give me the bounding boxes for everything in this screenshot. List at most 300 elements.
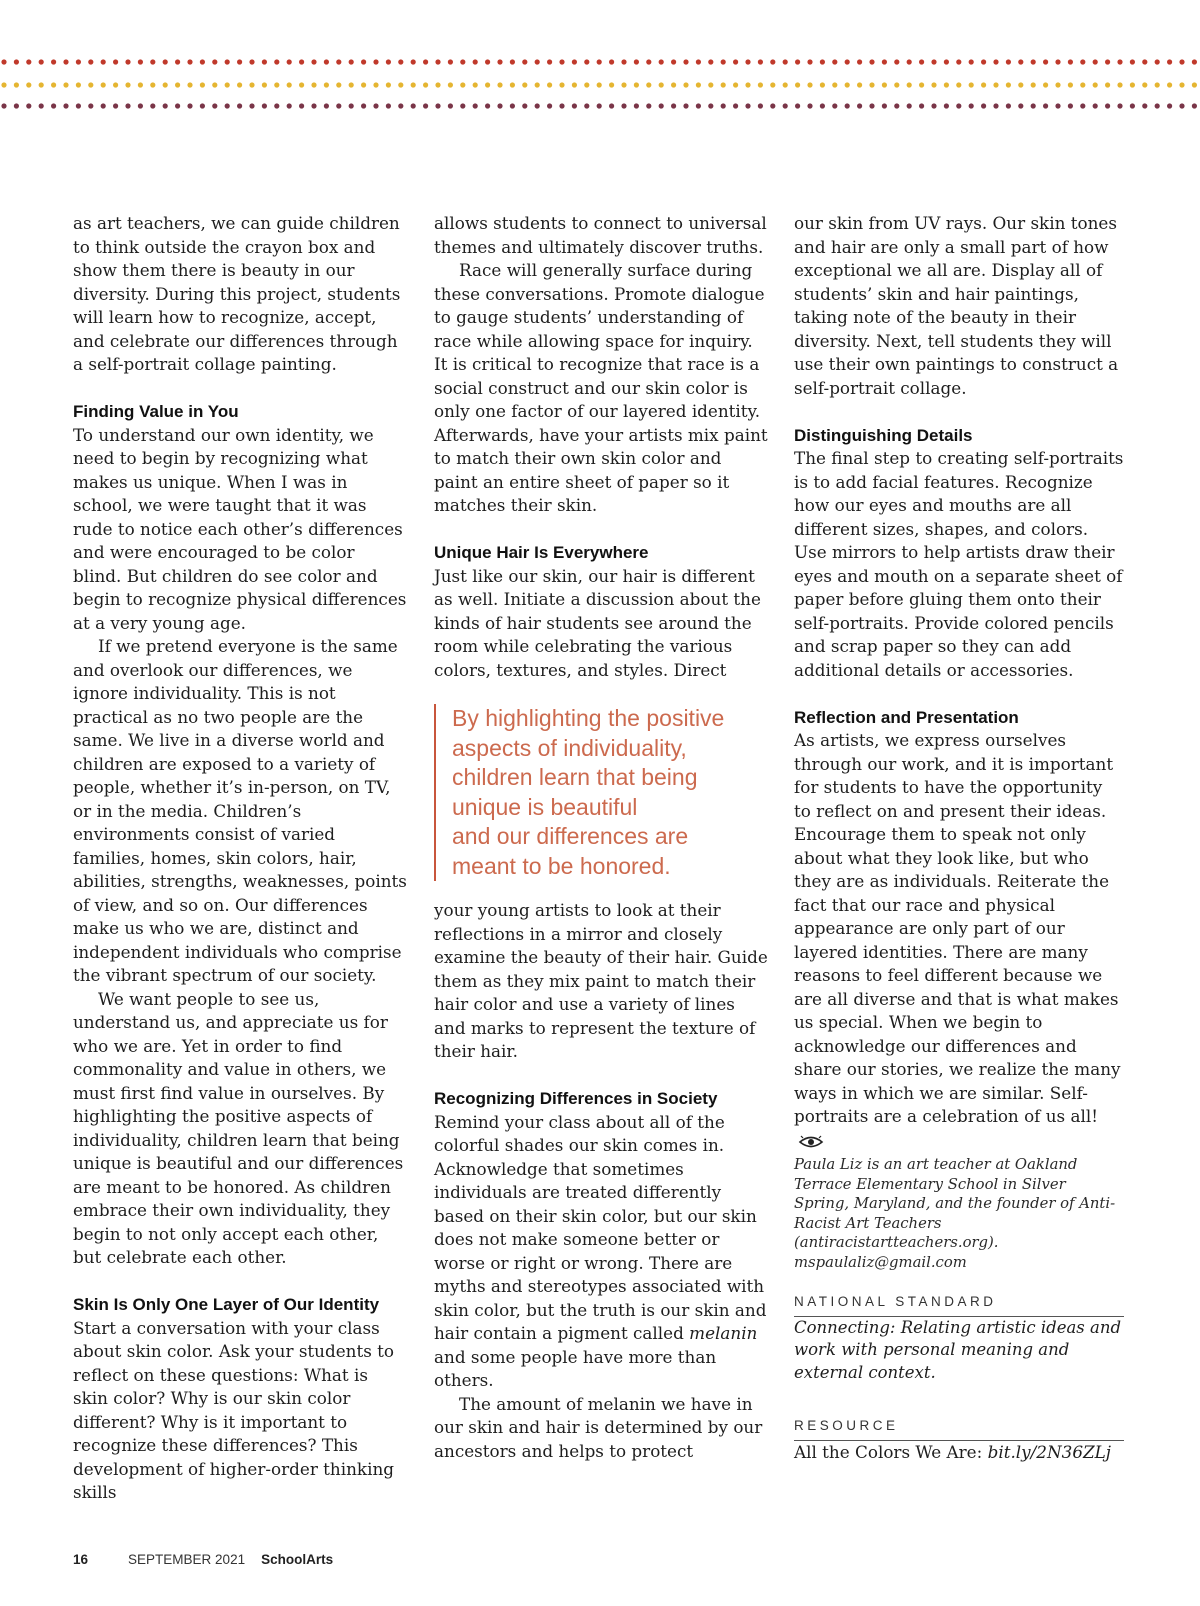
- decorative-dot: [857, 59, 862, 64]
- decorative-dot: [324, 59, 329, 64]
- decorative-dot: [237, 82, 242, 87]
- decorative-dot: [398, 103, 403, 108]
- decorative-dot: [1031, 59, 1036, 64]
- decorative-dot: [349, 103, 354, 108]
- decorative-dot: [1031, 103, 1036, 108]
- decorative-dot: [101, 59, 106, 64]
- decorative-dot: [584, 82, 589, 87]
- decorative-dot: [163, 103, 168, 108]
- decorative-dot: [944, 59, 949, 64]
- decorative-dot: [1055, 59, 1060, 64]
- decorative-dot: [101, 103, 106, 108]
- decorative-dot: [1130, 59, 1135, 64]
- decorative-dot: [435, 103, 440, 108]
- decorative-dot: [919, 59, 924, 64]
- decorative-dot: [547, 59, 552, 64]
- decorative-dot: [807, 103, 812, 108]
- section-heading: Distinguishing Details: [794, 425, 973, 445]
- decorative-dot: [907, 82, 912, 87]
- decorative-dot: [621, 82, 626, 87]
- decorative-dot: [225, 59, 230, 64]
- decorative-dot: [411, 103, 416, 108]
- decorative-dot: [708, 103, 713, 108]
- emphasis-melanin: melanin: [689, 1323, 758, 1343]
- decorative-dot: [981, 82, 986, 87]
- decorative-dot: [733, 59, 738, 64]
- section-heading: Unique Hair Is Everywhere: [434, 543, 649, 562]
- decorative-dot: [1018, 59, 1023, 64]
- decorative-dot: [63, 82, 68, 87]
- decorative-dot: [1043, 59, 1048, 64]
- decorative-dot: [758, 59, 763, 64]
- section-heading: Reflection and Presentation: [794, 707, 1019, 727]
- decorative-dot: [1093, 103, 1098, 108]
- decorative-dot: [907, 59, 912, 64]
- decorative-dot: [175, 59, 180, 64]
- decorative-dot: [39, 59, 44, 64]
- pull-quote-line: unique is beautiful: [452, 793, 638, 820]
- decorative-dot: [981, 59, 986, 64]
- decorative-dot: [14, 59, 19, 64]
- decorative-dot: [919, 103, 924, 108]
- decorative-dot: [807, 82, 812, 87]
- body-paragraph: Start a conversation with your class about skin color. Ask your students to reflect on these questions: What is skin color? Why is our skin color different? Why is it important to recognize these differences? This development of higher-order thinking skills: [73, 1317, 395, 1502]
- decorative-dot: [349, 59, 354, 64]
- decorative-dot: [721, 103, 726, 108]
- decorative-dot: [287, 82, 292, 87]
- decorative-dot: [175, 82, 180, 87]
- national-standard-text: Connecting: Relating artistic ideas and work with personal meaning and external context.: [794, 1317, 1122, 1382]
- body-paragraph: [434, 1111, 769, 1393]
- decorative-dot: [324, 103, 329, 108]
- decorative-dot: [200, 82, 205, 87]
- decorative-dot: [237, 59, 242, 64]
- decorative-dot: [26, 59, 31, 64]
- decorative-dot: [1, 103, 6, 108]
- decorative-dot: [634, 103, 639, 108]
- decorative-dot: [646, 82, 651, 87]
- page-number: 16: [73, 1552, 89, 1567]
- decorative-dot: [634, 82, 639, 87]
- resource-link[interactable]: bit.ly/2N36ZLj: [987, 1441, 1112, 1462]
- decorative-dot: [1043, 103, 1048, 108]
- decorative-dot: [956, 103, 961, 108]
- decorative-dot: [39, 103, 44, 108]
- dotted-border-top: [0, 58, 1200, 66]
- decorative-dot: [820, 103, 825, 108]
- decorative-dot: [845, 59, 850, 64]
- body-paragraph: The amount of melanin we have in our skin and hair is determined by our ancestors and helps to protect: [434, 1393, 763, 1461]
- decorative-dot: [63, 103, 68, 108]
- decorative-dot: [745, 82, 750, 87]
- decorative-dot: [1167, 103, 1172, 108]
- pull-quote-line: meant to be honored.: [452, 852, 671, 879]
- pull-quote: [434, 704, 769, 881]
- decorative-dot: [559, 59, 564, 64]
- decorative-dot: [473, 59, 478, 64]
- decorative-dot: [609, 59, 614, 64]
- decorative-dot: [869, 82, 874, 87]
- decorative-dot: [745, 59, 750, 64]
- decorative-dot: [225, 82, 230, 87]
- decorative-dot: [671, 59, 676, 64]
- decorative-dot: [113, 103, 118, 108]
- decorative-dot: [584, 103, 589, 108]
- decorative-dot: [708, 82, 713, 87]
- resource-title: All the Colors We Are:: [794, 1441, 988, 1462]
- decorative-dot: [423, 59, 428, 64]
- decorative-dot: [1, 82, 6, 87]
- decorative-dot: [113, 59, 118, 64]
- decorative-dot: [262, 103, 267, 108]
- decorative-dot: [200, 103, 205, 108]
- decorative-dot: [386, 59, 391, 64]
- decorative-dot: [795, 103, 800, 108]
- decorative-dot: [882, 82, 887, 87]
- body-paragraph: our skin from UV rays. Our skin tones and hair are only a small part of how exceptional we all are. Display all of students’ skin and hair paintings, taking note of the beauty in their diversity. Next, tell students they will use their own paintings to construct a self-portrait collage.: [794, 213, 1119, 398]
- decorative-dot: [249, 59, 254, 64]
- decorative-dot: [39, 82, 44, 87]
- decorative-dot: [1080, 103, 1085, 108]
- decorative-dot: [460, 59, 465, 64]
- decorative-dot: [621, 59, 626, 64]
- decorative-dot: [857, 103, 862, 108]
- decorative-dot: [411, 59, 416, 64]
- decorative-dot: [869, 103, 874, 108]
- body-paragraph: The final step to creating self-portraits is to add facial features. Recognize how our eyes and mouths are all different sizes, shapes, and colors. Use mirrors to help artists draw their eyes and mouth on a separate sheet of paper before gluing them onto their self-portraits. Provide colored pencils and scrap paper so they can add additional details or accessories.: [794, 448, 1124, 680]
- decorative-dot: [187, 59, 192, 64]
- decorative-dot: [969, 82, 974, 87]
- decorative-dot: [733, 82, 738, 87]
- decorative-dot: [758, 103, 763, 108]
- decorative-dot: [311, 103, 316, 108]
- decorative-dot: [336, 59, 341, 64]
- decorative-dot: [894, 103, 899, 108]
- decorative-dot: [671, 82, 676, 87]
- decorative-dot: [1192, 82, 1197, 87]
- decorative-dot: [51, 59, 56, 64]
- decorative-dot: [163, 59, 168, 64]
- decorative-dot: [919, 82, 924, 87]
- decorative-dot: [88, 82, 93, 87]
- decorative-dot: [361, 103, 366, 108]
- decorative-dot: [931, 59, 936, 64]
- section-heading: Recognizing Differences in Society: [434, 1089, 718, 1108]
- decorative-dot: [435, 59, 440, 64]
- decorative-dot: [696, 103, 701, 108]
- decorative-dot: [373, 59, 378, 64]
- decorative-dot: [1167, 59, 1172, 64]
- decorative-dot: [845, 82, 850, 87]
- resource-label: RESOURCE: [794, 1414, 1124, 1441]
- section-heading: Skin Is Only One Layer of Our Identity: [73, 1295, 380, 1314]
- decorative-dot: [113, 82, 118, 87]
- decorative-dot: [1068, 82, 1073, 87]
- dot-row-yellow: [0, 81, 1200, 89]
- decorative-dot: [931, 82, 936, 87]
- decorative-dot: [721, 82, 726, 87]
- decorative-dot: [832, 103, 837, 108]
- decorative-dot: [1055, 82, 1060, 87]
- decorative-dot: [1, 59, 6, 64]
- decorative-dot: [200, 59, 205, 64]
- decorative-dot: [832, 82, 837, 87]
- decorative-dot: [597, 103, 602, 108]
- decorative-dot: [299, 82, 304, 87]
- decorative-dot: [138, 103, 143, 108]
- decorative-dot: [212, 103, 217, 108]
- decorative-dot: [1006, 103, 1011, 108]
- article-column-1: [73, 212, 408, 1505]
- decorative-dot: [683, 59, 688, 64]
- decorative-dot: [274, 103, 279, 108]
- decorative-dot: [287, 103, 292, 108]
- magazine-name: SchoolArts: [261, 1552, 334, 1567]
- decorative-dot: [473, 82, 478, 87]
- decorative-dot: [1006, 59, 1011, 64]
- decorative-dot: [1179, 82, 1184, 87]
- decorative-dot: [572, 82, 577, 87]
- decorative-dot: [14, 82, 19, 87]
- article-column-3: [794, 212, 1124, 1464]
- decorative-dot: [1179, 103, 1184, 108]
- decorative-dot: [138, 82, 143, 87]
- pull-quote-line: children learn that being: [452, 764, 698, 790]
- page-footer: [73, 1552, 333, 1567]
- decorative-dot: [547, 103, 552, 108]
- resource-text: [794, 1441, 1124, 1464]
- decorative-dot: [125, 103, 130, 108]
- decorative-dot: [510, 59, 515, 64]
- decorative-dot: [708, 59, 713, 64]
- section-heading: Finding Value in You: [73, 402, 239, 421]
- decorative-dot: [150, 82, 155, 87]
- decorative-dot: [485, 103, 490, 108]
- decorative-dot: [287, 59, 292, 64]
- body-paragraph: We want people to see us, understand us, and appreciate us for who we are. Yet in order to find commonality and value in others, we must first find value in ourselves. By highlighting the positive aspects of individuality, children learn that being unique is beautiful and our differences are meant to be honored. As children embrace their own individuality, they begin to not only accept each other, but celebrate each other.: [73, 988, 404, 1267]
- decorative-dot: [745, 103, 750, 108]
- decorative-dot: [274, 82, 279, 87]
- article-column-2: [434, 212, 769, 1463]
- decorative-dot: [14, 103, 19, 108]
- decorative-dot: [163, 82, 168, 87]
- decorative-dot: [696, 59, 701, 64]
- decorative-dot: [1093, 82, 1098, 87]
- decorative-dot: [1055, 103, 1060, 108]
- decorative-dot: [1117, 59, 1122, 64]
- decorative-dot: [311, 82, 316, 87]
- decorative-dot: [1068, 103, 1073, 108]
- decorative-dot: [522, 59, 527, 64]
- body-paragraph: your young artists to look at their reflections in a mirror and closely examine the beauty of their hair. Guide them as they mix paint to match their hair color and use a variety of lines and marks to represent the texture of their hair.: [434, 900, 768, 1061]
- decorative-dot: [125, 59, 130, 64]
- decorative-dot: [559, 103, 564, 108]
- decorative-dot: [76, 59, 81, 64]
- decorative-dot: [460, 103, 465, 108]
- decorative-dot: [993, 103, 998, 108]
- decorative-dot: [262, 82, 267, 87]
- decorative-dot: [659, 59, 664, 64]
- decorative-dot: [931, 103, 936, 108]
- decorative-dot: [683, 82, 688, 87]
- decorative-dot: [671, 103, 676, 108]
- pull-quote-line: aspects of individuality,: [452, 734, 687, 761]
- decorative-dot: [386, 82, 391, 87]
- decorative-dot: [373, 82, 378, 87]
- dot-row-red: [0, 58, 1200, 66]
- decorative-dot: [535, 59, 540, 64]
- decorative-dot: [497, 82, 502, 87]
- decorative-dot: [187, 103, 192, 108]
- decorative-dot: [535, 103, 540, 108]
- decorative-dot: [659, 82, 664, 87]
- decorative-dot: [609, 103, 614, 108]
- dot-row-maroon: [0, 102, 1200, 110]
- decorative-dot: [26, 82, 31, 87]
- decorative-dot: [423, 82, 428, 87]
- decorative-dot: [1167, 82, 1172, 87]
- decorative-dot: [311, 59, 316, 64]
- decorative-dot: [299, 59, 304, 64]
- decorative-dot: [944, 103, 949, 108]
- decorative-dot: [411, 82, 416, 87]
- decorative-dot: [249, 103, 254, 108]
- decorative-dot: [274, 59, 279, 64]
- author-bio: Paula Liz is an art teacher at Oakland Terrace Elementary School in Silver Spring, Maryland, and the founder of Anti-Racist Art Teachers (antiracistartteachers.org). mspaulaliz@gmail.com: [794, 1156, 1116, 1271]
- decorative-dot: [807, 59, 812, 64]
- decorative-dot: [63, 59, 68, 64]
- decorative-dot: [26, 103, 31, 108]
- decorative-dot: [485, 82, 490, 87]
- decorative-dot: [1192, 103, 1197, 108]
- decorative-dot: [473, 103, 478, 108]
- decorative-dot: [634, 59, 639, 64]
- decorative-dot: [485, 59, 490, 64]
- decorative-dot: [125, 82, 130, 87]
- decorative-dot: [969, 59, 974, 64]
- decorative-dot: [820, 82, 825, 87]
- decorative-dot: [993, 59, 998, 64]
- decorative-dot: [51, 103, 56, 108]
- decorative-dot: [175, 103, 180, 108]
- decorative-dot: [721, 59, 726, 64]
- pull-quote-line: By highlighting the positive: [452, 705, 725, 731]
- decorative-dot: [733, 103, 738, 108]
- decorative-dot: [1155, 59, 1160, 64]
- body-paragraph: Just like our skin, our hair is different as well. Initiate a discussion about the kinds of hair students see around the room while celebrating the various colors, textures, and styles. Direct: [434, 565, 761, 680]
- decorative-dot: [907, 103, 912, 108]
- decorative-dot: [1018, 82, 1023, 87]
- decorative-dot: [646, 59, 651, 64]
- decorative-dot: [88, 59, 93, 64]
- decorative-dot: [212, 59, 217, 64]
- decorative-dot: [187, 82, 192, 87]
- decorative-dot: [572, 59, 577, 64]
- decorative-dot: [212, 82, 217, 87]
- decorative-dot: [944, 82, 949, 87]
- decorative-dot: [572, 103, 577, 108]
- decorative-dot: [1192, 59, 1197, 64]
- body-paragraph: [794, 729, 1124, 1155]
- decorative-dot: [386, 103, 391, 108]
- decorative-dot: [1006, 82, 1011, 87]
- decorative-dot: [882, 59, 887, 64]
- decorative-dot: [795, 82, 800, 87]
- decorative-dot: [584, 59, 589, 64]
- issue-date: SEPTEMBER 2021: [128, 1552, 246, 1567]
- decorative-dot: [1130, 82, 1135, 87]
- decorative-dot: [1105, 82, 1110, 87]
- decorative-dot: [1117, 82, 1122, 87]
- decorative-dot: [522, 82, 527, 87]
- decorative-dot: [1179, 59, 1184, 64]
- pull-quote-line: and our differences are: [452, 823, 689, 849]
- decorative-dot: [361, 82, 366, 87]
- decorative-dot: [1031, 82, 1036, 87]
- text-run: As artists, we express ourselves through our work, and it is important for students to have the opportunity to reflect on and present their ideas. Encourage them to speak not only about what they look like, but who they are as individuals. Reiterate the fact that our race and physical appearance are only part of our layered identities. There are many reasons to feel different because we are all diverse and that is what makes us special. When we begin to acknowledge our differences and share our stories, we realize the many ways in which we are similar. Self-portraits are a celebration of us all!: [794, 730, 1121, 1126]
- decorative-dot: [510, 82, 515, 87]
- decorative-dot: [1043, 82, 1048, 87]
- text-run: and some people have more than others.: [434, 1346, 717, 1390]
- decorative-dot: [398, 82, 403, 87]
- decorative-dot: [448, 59, 453, 64]
- decorative-dot: [510, 103, 515, 108]
- decorative-dot: [1142, 103, 1147, 108]
- decorative-dot: [237, 103, 242, 108]
- decorative-dot: [1093, 59, 1098, 64]
- eye-end-mark-icon: [798, 1132, 824, 1156]
- decorative-dot: [522, 103, 527, 108]
- decorative-dot: [361, 59, 366, 64]
- national-standard-label: NATIONAL STANDARD: [794, 1290, 1124, 1317]
- decorative-dot: [621, 103, 626, 108]
- decorative-dot: [894, 82, 899, 87]
- decorative-dot: [845, 103, 850, 108]
- decorative-dot: [993, 82, 998, 87]
- decorative-dot: [832, 59, 837, 64]
- decorative-dot: [299, 103, 304, 108]
- decorative-dot: [138, 59, 143, 64]
- decorative-dot: [981, 103, 986, 108]
- decorative-dot: [857, 82, 862, 87]
- decorative-dot: [696, 82, 701, 87]
- decorative-dot: [1080, 82, 1085, 87]
- decorative-dot: [894, 59, 899, 64]
- decorative-dot: [460, 82, 465, 87]
- decorative-dot: [783, 59, 788, 64]
- decorative-dot: [659, 103, 664, 108]
- decorative-dot: [497, 103, 502, 108]
- decorative-dot: [770, 59, 775, 64]
- body-paragraph: allows students to connect to universal themes and ultimately discover truths.: [434, 213, 767, 257]
- decorative-dot: [1068, 59, 1073, 64]
- decorative-dot: [1142, 59, 1147, 64]
- decorative-dot: [956, 59, 961, 64]
- decorative-dot: [1130, 103, 1135, 108]
- decorative-dot: [435, 82, 440, 87]
- decorative-dot: [497, 59, 502, 64]
- decorative-dot: [956, 82, 961, 87]
- decorative-dot: [1155, 103, 1160, 108]
- decorative-dot: [349, 82, 354, 87]
- decorative-dot: [820, 59, 825, 64]
- decorative-dot: [758, 82, 763, 87]
- dotted-border-middle: [0, 81, 1200, 89]
- decorative-dot: [150, 59, 155, 64]
- decorative-dot: [423, 103, 428, 108]
- decorative-dot: [88, 103, 93, 108]
- body-paragraph: To understand our own identity, we need to begin by recognizing what makes us unique. When I was in school, we were taught that it was rude to notice each other’s differences and were encouraged to be color blind. But children do see color and begin to recognize physical differences at a very young age.: [73, 424, 407, 633]
